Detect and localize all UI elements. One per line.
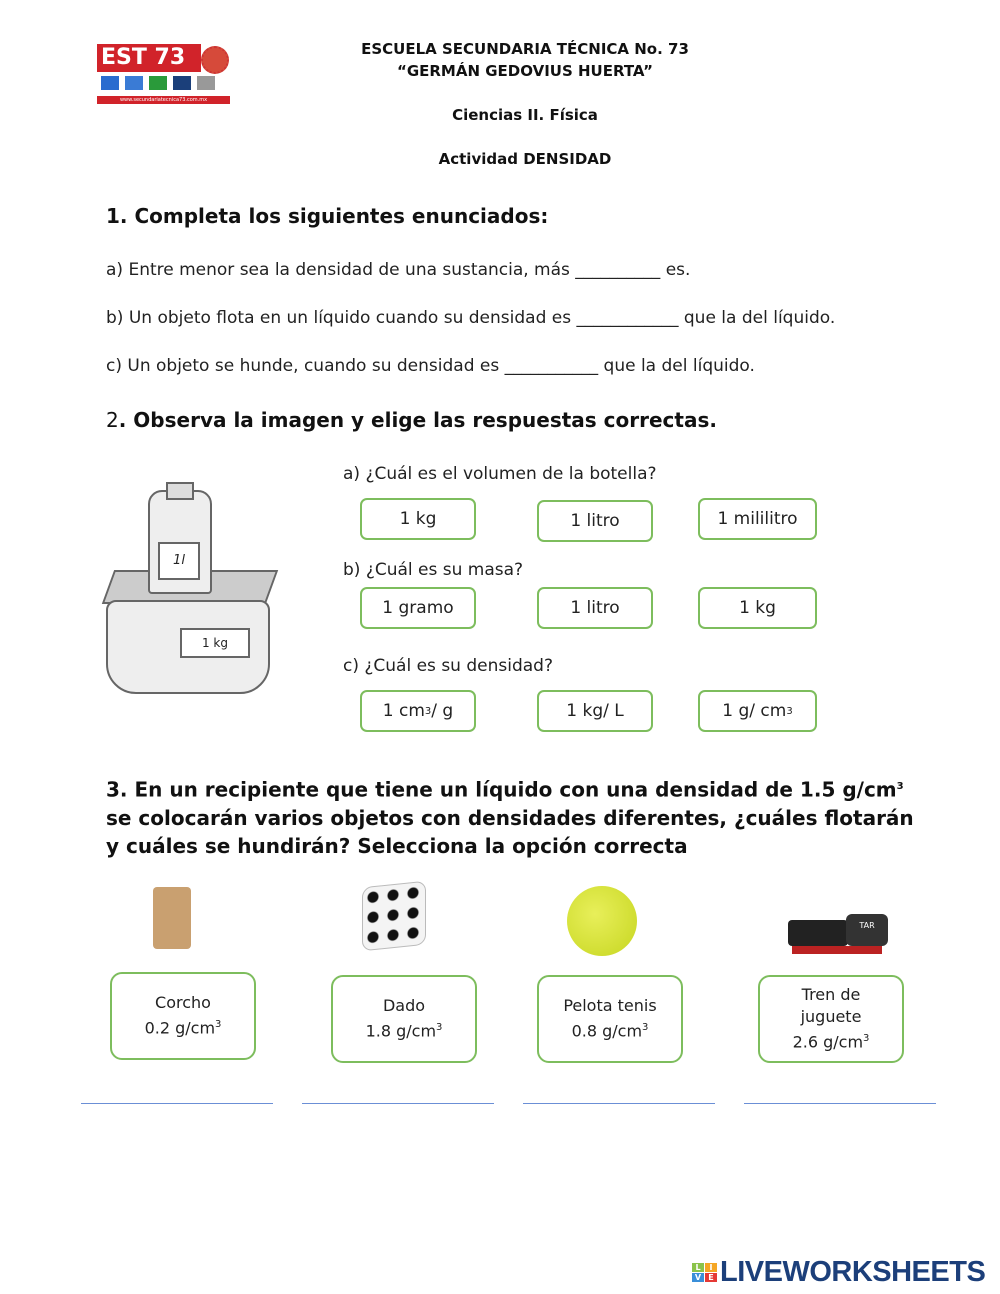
school-name: ESCUELA SECUNDARIA TÉCNICA No. 73 [361, 40, 689, 58]
option-b-3[interactable]: 1 kg [698, 587, 817, 629]
section-3-line-1: 3. En un recipiente que tiene un líquido con una densidad de 1.5 g/cm [106, 777, 897, 802]
object-name: Dado [382, 996, 426, 1016]
object-name: Tren de [801, 985, 861, 1005]
section-3-title [106, 773, 914, 860]
option-b-1[interactable]: 1 gramo [360, 587, 476, 629]
logo-url: www.secundariatecnica73.com.mx [97, 96, 230, 104]
section-3-line-2: se colocarán varios objetos con densidades diferentes, ¿cuáles flotarán [106, 805, 914, 830]
scale-display: 1 kg [180, 628, 250, 658]
option-c-1[interactable] [360, 690, 476, 732]
logo-block: L [692, 1263, 704, 1272]
superscript: 3 [436, 1022, 443, 1034]
answer-drop-line-2[interactable] [302, 1103, 494, 1104]
object-density: 2.6 g/cm [792, 1032, 864, 1052]
option-c-3[interactable] [698, 690, 817, 732]
option-c-3-unit: 1 g/ cm [722, 701, 787, 721]
superscript: 3 [896, 781, 904, 792]
bottle-cap [166, 482, 194, 500]
bottle-on-scale-image [100, 490, 280, 710]
statement-b: b) Un objeto flota en un líquido cuando su densidad es ____________ que la del líquido. [106, 308, 836, 328]
question-c: c) ¿Cuál es su densidad? [343, 656, 553, 676]
liveworksheets-logo [692, 1256, 985, 1289]
gear-icon [201, 46, 229, 74]
superscript: 3 [786, 705, 793, 717]
section-1-title: 1. Completa los siguientes enunciados: [106, 204, 549, 228]
section-2-text: . Observa la imagen y elige las respuestas correctas. [118, 408, 717, 432]
answer-drop-line-4[interactable] [744, 1103, 936, 1104]
superscript: 3 [424, 705, 432, 717]
option-b-2[interactable]: 1 litro [537, 587, 653, 629]
logo-icons [97, 76, 230, 90]
activity-title: Actividad DENSIDAD [438, 150, 612, 168]
question-b: b) ¿Cuál es su masa? [343, 560, 524, 580]
superscript: 3 [215, 1019, 222, 1031]
brand-text: LIVEWORKSHEETS [720, 1256, 986, 1288]
school-title: “GERMÁN GEDOVIUS HUERTA” [396, 62, 654, 80]
section-2-title [106, 408, 717, 432]
object-name: juguete [800, 1007, 862, 1027]
answer-drop-line-1[interactable] [81, 1103, 273, 1104]
dice-image [362, 881, 426, 952]
toy-label: TAR [846, 914, 888, 946]
statement-a: a) Entre menor sea la densidad de una sustancia, más __________ es. [106, 260, 691, 280]
object-card-dice[interactable] [331, 975, 477, 1063]
option-c-2[interactable]: 1 kg/ L [537, 690, 653, 732]
cork-image [153, 887, 191, 949]
section-2-number: 2 [106, 408, 119, 432]
logo-blocks [692, 1263, 717, 1282]
logo-block: I [705, 1263, 717, 1272]
object-card-toy-train[interactable] [758, 975, 904, 1063]
subject: Ciencias II. Física [452, 106, 598, 124]
object-card-tennis-ball[interactable] [537, 975, 683, 1063]
question-a: a) ¿Cuál es el volumen de la botella? [343, 464, 657, 484]
logo-text: EST 73 [97, 44, 201, 72]
section-3-line-3: y cuáles se hundirán? Selecciona la opción correcta [106, 833, 688, 858]
object-density: 1.8 g/cm [365, 1021, 437, 1041]
superscript: 3 [863, 1033, 870, 1045]
logo-block: V [692, 1273, 704, 1282]
tennis-ball-image [567, 886, 637, 956]
bottle-label: 1l [158, 542, 200, 580]
option-a-2[interactable]: 1 litro [537, 500, 653, 542]
option-a-1[interactable]: 1 kg [360, 498, 476, 540]
statement-c: c) Un objeto se hunde, cuando su densidad es ___________ que la del líquido. [106, 356, 755, 376]
option-a-3[interactable]: 1 mililitro [698, 498, 817, 540]
object-density: 0.8 g/cm [571, 1021, 643, 1041]
option-c-1-unit: 1 cm [382, 701, 425, 721]
object-card-cork[interactable] [110, 972, 256, 1060]
object-name: Corcho [155, 993, 211, 1013]
toy-train-image [788, 912, 888, 956]
answer-drop-line-3[interactable] [523, 1103, 715, 1104]
school-logo [97, 44, 230, 107]
superscript: 3 [642, 1022, 649, 1034]
object-name: Pelota tenis [563, 996, 657, 1016]
logo-block: E [705, 1273, 717, 1282]
object-density: 0.2 g/cm [144, 1018, 216, 1038]
option-c-1-rest: / g [431, 701, 454, 721]
